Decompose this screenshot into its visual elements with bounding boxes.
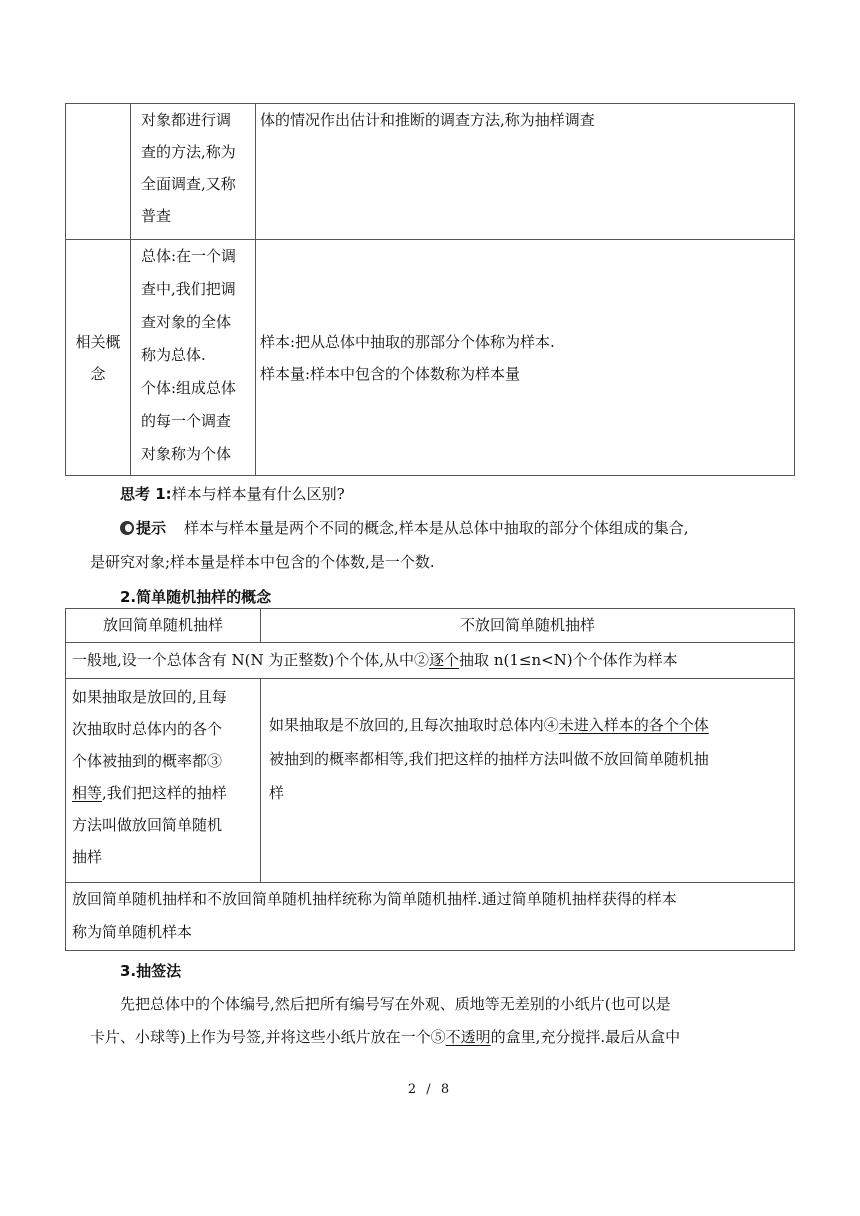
cell-line [269,708,786,742]
table-cell-full-survey [131,104,256,240]
tip-icon [120,521,134,535]
cell-line: 个体:组成总体 [141,379,237,397]
cell-line: 对象都进行调 [141,111,232,129]
think-question-text: 样本与样本量有什么区别? [171,485,345,503]
cell-line: 称为简单随机样本 [72,923,193,941]
cell-line: 念 [90,364,106,383]
table-cell-with-replacement-definition [66,679,261,883]
underlined-answer: 未进入样本的各个个体 [558,715,709,734]
cell-line: 查的方法,称为 [141,143,236,161]
cell-line: 样本:把从总体中抽取的那部分个体称为样本. [260,332,555,351]
think-question [120,478,345,510]
cell-line: 查中,我们把调 [141,280,236,298]
table-row [66,679,795,883]
tip-label: 提示 [136,519,167,537]
cell-line: 放回简单随机抽样和不放回简单随机抽样统称为简单随机抽样.通过简单随机抽样获得的样本 [72,890,677,908]
cell-line [72,777,254,809]
table-cell-related-concepts [66,240,131,476]
concept-table [65,103,795,476]
tip-paragraph [120,512,689,544]
common-text-post: 抽取 n(1≤n<N)个个体作为样本 [459,651,678,669]
cell-line-pre: 如果抽取是不放回的,且每次抽取时总体内④ [269,715,559,734]
paragraph-text: 卡片、小球等)上作为号签,并将这些小纸片放在一个⑤ [90,1028,446,1046]
cell-line: 方法叫做放回简单随机 [72,816,223,834]
section3-line1 [120,988,671,1020]
tip-paragraph-line2 [90,546,435,578]
cell-line: 总体:在一个调 [141,247,237,265]
table-row [66,240,795,476]
underlined-answer: 相等 [72,784,103,802]
cell-line: 称为总体. [141,346,206,364]
table-cell-common-definition [66,643,795,679]
table-cell-without-replacement-definition [261,679,795,883]
cell-line: 如果抽取是放回的,且每 [72,688,227,706]
table-row [66,643,795,679]
section-heading [120,955,181,987]
cell-line: 全面调查,又称 [141,175,236,193]
table-cell-sample-definition [256,240,795,476]
paragraph-text: 的盒里,充分搅拌.最后从盒中 [490,1028,681,1046]
cell-line: 的每一个调查 [141,412,232,430]
section-heading-text: 2.简单随机抽样的概念 [120,588,272,606]
cell-line-rest: ,我们把这样的抽样 [102,784,227,802]
tip-text-line1: 样本与样本量是两个不同的概念,样本是从总体中抽取的部分个体组成的集合, [184,519,689,537]
section3-line2 [90,1021,680,1053]
table-cell-sample-survey [256,104,795,240]
cell-line: 被抽到的概率都相等,我们把这样的抽样方法叫做不放回简单随机抽 [269,749,709,768]
cell-line: 对象称为个体 [141,445,232,463]
cell-line: 样本量:样本中包含的个体数称为样本量 [260,364,521,383]
paragraph-text: 先把总体中的个体编号,然后把所有编号写在外观、质地等无差别的小纸片(也可以是 [120,995,671,1013]
table-cell-summary [66,883,795,951]
header-text: 放回简单随机抽样 [102,616,223,634]
common-text-pre: 一般地,设一个总体含有 N(N 为正整数)个个体,从中② [72,651,430,669]
table-row [66,609,795,643]
sampling-table [65,608,795,951]
cell-line: 相关概 [75,332,121,351]
cell-line: 个体被抽到的概率都③ [72,752,223,770]
cell-line: 抽样 [72,848,103,866]
table-cell-population-individual [131,240,256,476]
cell-line: 样 [269,783,285,802]
table-header-without-replacement [261,609,795,643]
cell-line: 次抽取时总体内的各个 [72,720,223,738]
cell-line: 查对象的全体 [141,313,232,331]
think-label: 思考 1: [120,485,172,503]
table-row [66,104,795,240]
underlined-answer: 不透明 [445,1028,491,1046]
common-text-underlined: 逐个 [429,651,460,669]
page-number: 2 / 8 [407,1082,453,1097]
cell-line: 普查 [141,207,172,225]
tip-text-line2: 是研究对象;样本量是样本中包含的个体数,是一个数. [90,553,435,571]
section-heading-text: 3.抽签法 [120,962,182,980]
header-text: 不放回简单随机抽样 [459,616,595,634]
table-header-with-replacement [66,609,261,643]
cell-line: 体的情况作出估计和推断的调查方法,称为抽样调查 [260,111,595,129]
table-cell-empty [66,104,131,240]
table-row [66,883,795,951]
